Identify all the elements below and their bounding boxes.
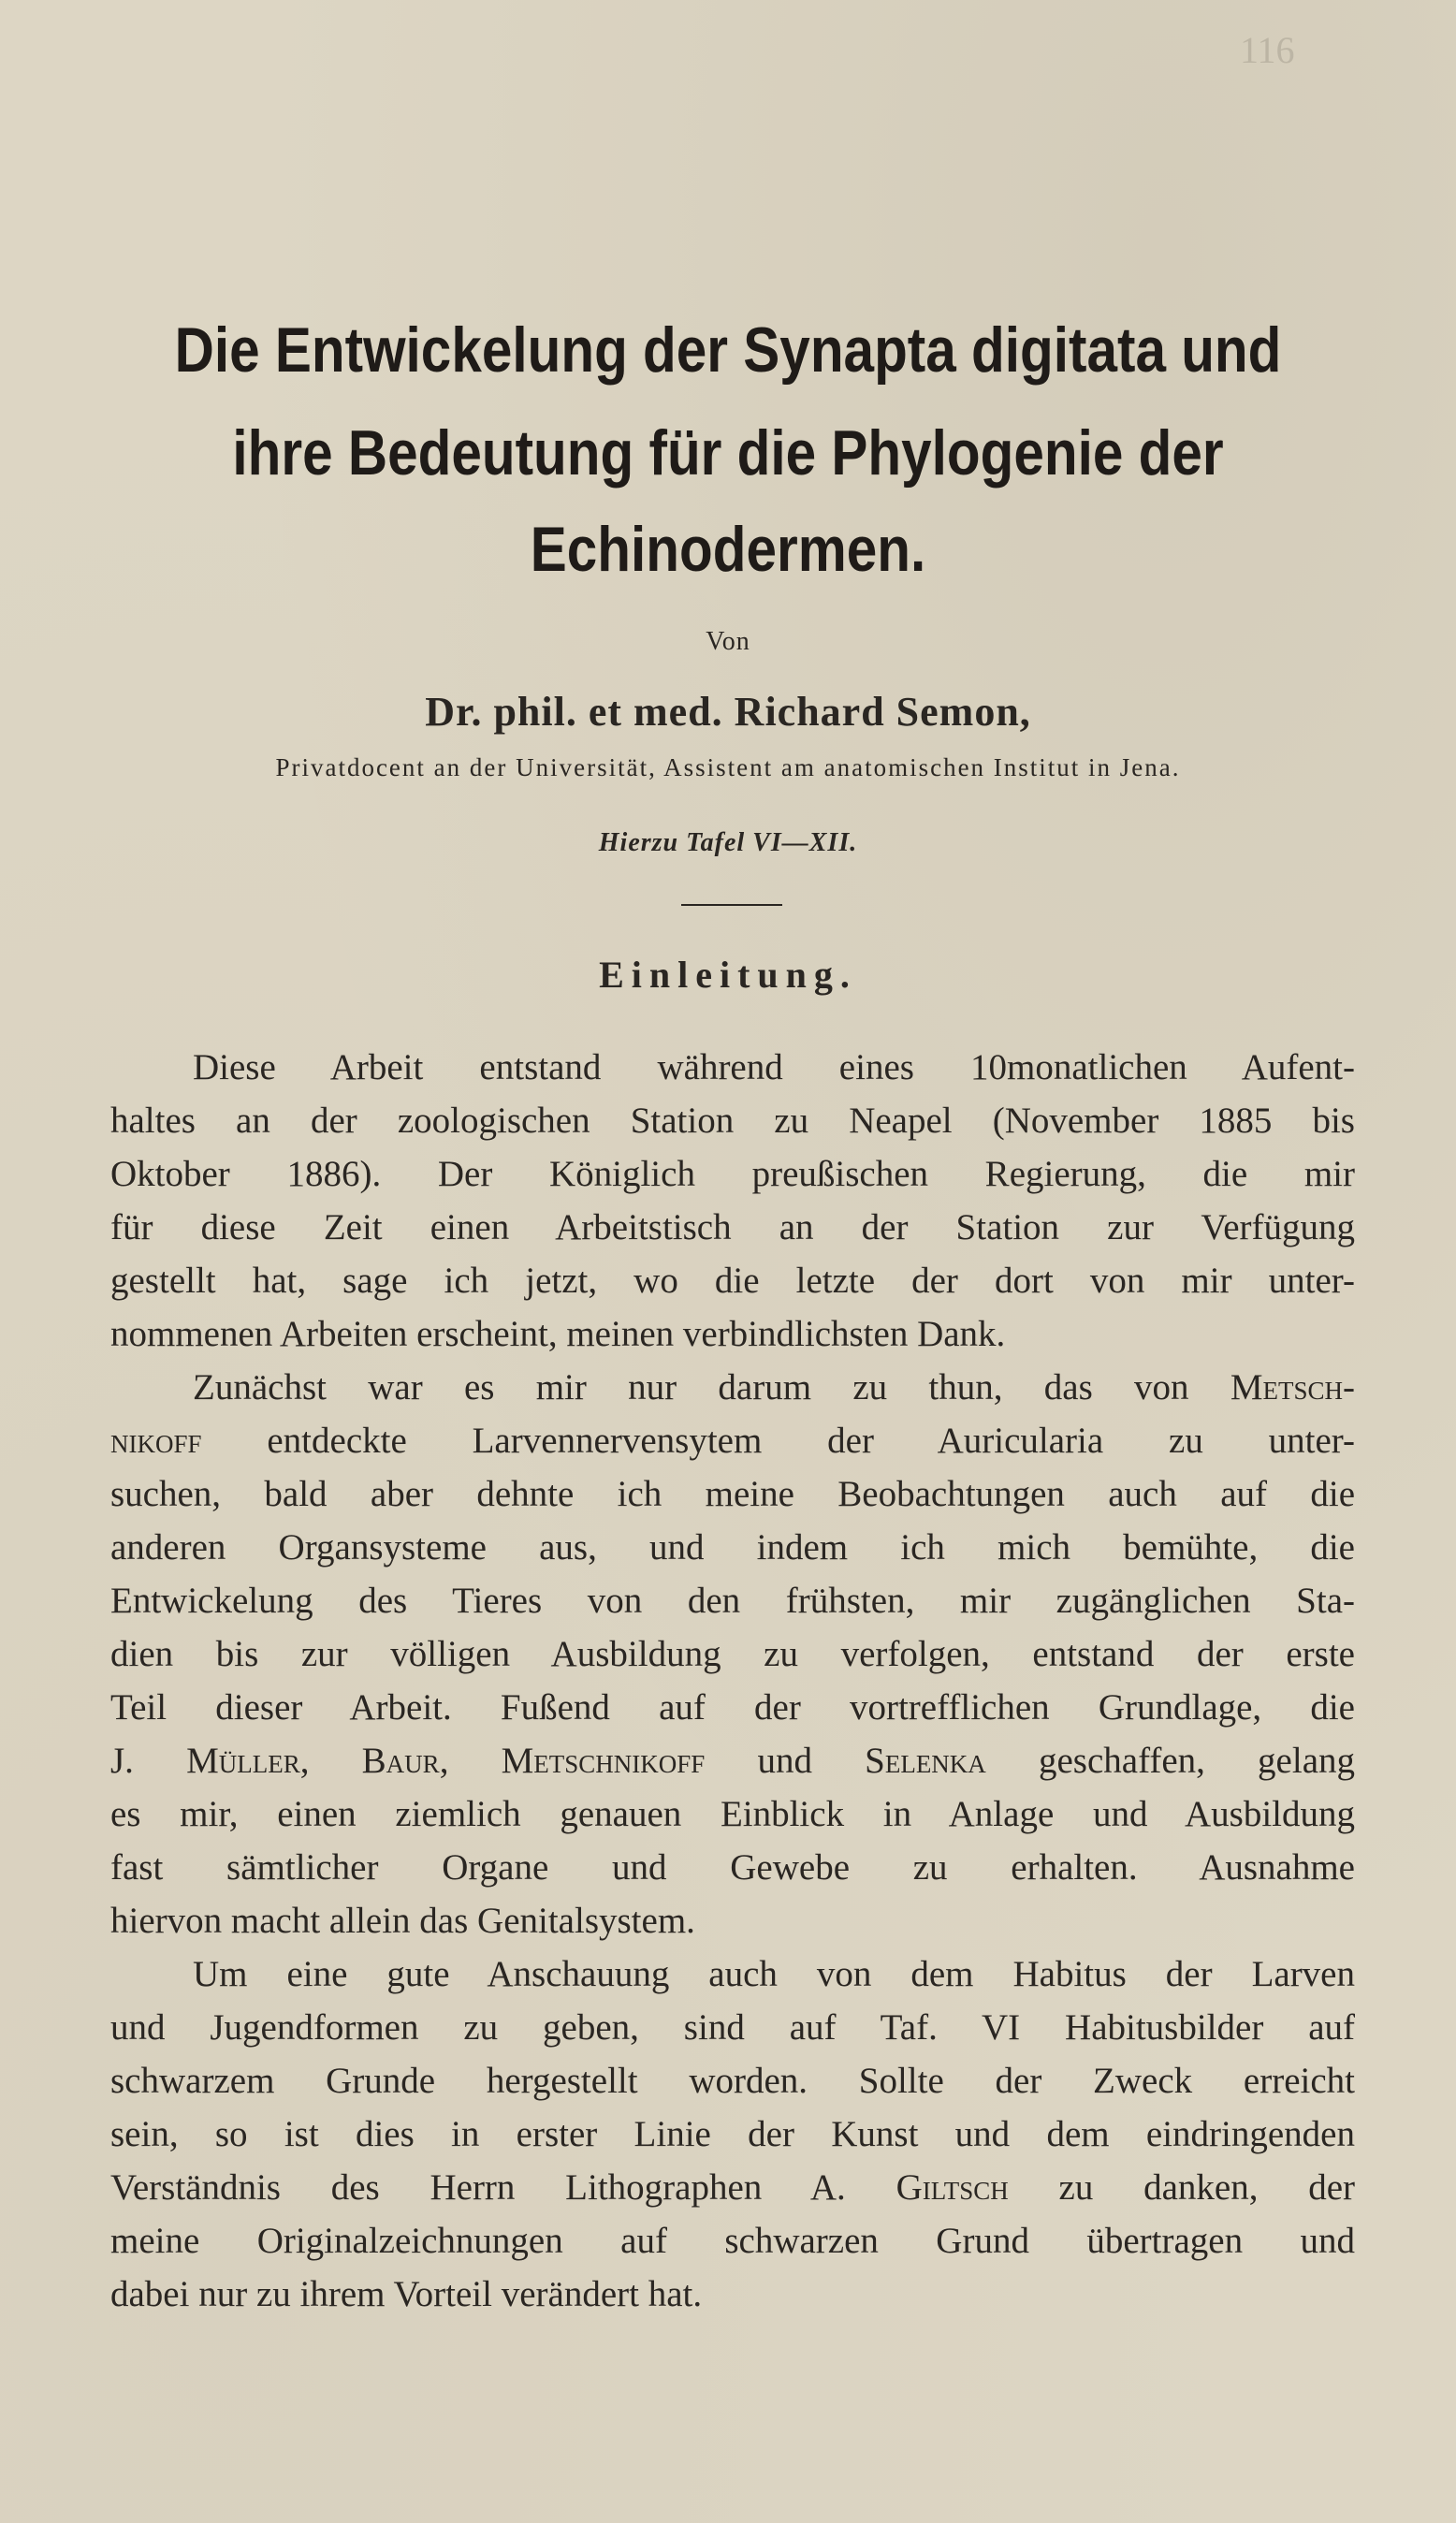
p3-line-4: sein, so ist dies in erster Linie der Kunst und dem eindringenden	[110, 2114, 1355, 2154]
separator-rule	[681, 904, 782, 906]
author-ref-giltsch: Giltsch	[895, 2167, 1009, 2208]
p3-line-5-pre: Verständnis des Herrn Lithographen A.	[110, 2167, 896, 2208]
p2-line-10: fast sämtlicher Organe und Gewebe zu erhalten. Ausnahme	[110, 1847, 1355, 1888]
p3-line-7: dabei nur zu ihrem Vorteil verändert hat.	[110, 2274, 703, 2314]
author-ref-metschnikoff: Metschnikoff	[501, 1741, 706, 1781]
p1-line-5: gestellt hat, sage ich jetzt, wo die letzte der dort von mir unter-	[110, 1261, 1355, 1301]
p3-line-2: und Jugendformen zu geben, sind auf Taf. VI Habitusbilder auf	[110, 2007, 1355, 2048]
page-number: 116	[1240, 29, 1295, 71]
p3-line-3: schwarzem Grunde hergestellt worden. Sollte der Zweck erreicht	[110, 2061, 1355, 2101]
p2-line-8-mid: und	[705, 1741, 866, 1781]
title-line-1: Die Entwickelung der Synapta digitata und	[174, 314, 1282, 386]
p3-line-1: Um eine gute Anschauung auch von dem Habitus der Larven	[193, 1954, 1355, 1994]
p2-line-6: dien bis zur völligen Ausbildung zu verfolgen, entstand der erste	[110, 1634, 1355, 1674]
p2-line-2	[110, 1414, 1355, 1467]
byline-von: Von	[706, 627, 750, 656]
p1-line-2: haltes an der zoologischen Station zu Neapel (November 1885 bis	[110, 1101, 1355, 1141]
author-ref-metschnikoff-part1: Metsch-	[1230, 1367, 1355, 1407]
p2-line-8-sep1: ,	[299, 1741, 362, 1781]
author-affiliation: Privatdocent an der Universität, Assistent am anatomischen Institut in Jena.	[275, 753, 1181, 781]
plates-note: Hierzu Tafel VI—XII.	[598, 828, 858, 857]
p1-line-3: Oktober 1886). Der Königlich preußischen Regierung, die mir	[110, 1154, 1355, 1194]
title-line-3: Echinodermen.	[530, 514, 926, 585]
p2-line-5: Entwickelung des Tieres von den frühsten, mir zugänglichen Sta-	[110, 1581, 1355, 1621]
p2-line-8-sep2: ,	[439, 1741, 502, 1781]
p2-line-9: es mir, einen ziemlich genauen Einblick in Anlage und Ausbildung	[110, 1794, 1355, 1834]
p2-line-3: suchen, bald aber dehnte ich meine Beobachtungen auch auf die	[110, 1474, 1355, 1514]
p3-line-6: meine Originalzeichnungen auf schwarzen Grund übertragen und	[110, 2221, 1355, 2261]
p2-line-11: hiervon macht allein das Genitalsystem.	[110, 1901, 695, 1941]
p2-line-4: anderen Organsysteme aus, und indem ich mich bemühte, die	[110, 1527, 1355, 1568]
p2-line-8-post: geschaffen, gelang	[985, 1741, 1355, 1781]
p2-line-8-pre: J.	[110, 1741, 187, 1781]
p2-line-1	[110, 1361, 1355, 1414]
body-text	[110, 1041, 1355, 2321]
section-heading: Einleitung.	[599, 954, 857, 996]
author-ref-metschnikoff-part2: nikoff	[110, 1421, 202, 1461]
author-ref-mueller: Müller	[186, 1741, 300, 1781]
p1-line-6: nommenen Arbeiten erscheint, meinen verbindlichsten Dank.	[110, 1314, 1006, 1354]
p2-line-2-text: entdeckte Larvennervensytem der Auricularia zu unter-	[201, 1421, 1355, 1461]
p3-line-5	[110, 2161, 1355, 2214]
p2-line-1-text: Zunächst war es mir nur darum zu thun, das von	[193, 1367, 1230, 1407]
author-ref-selenka: Selenka	[865, 1741, 986, 1781]
p1-line-1: Diese Arbeit entstand während eines 10monatlichen Aufent-	[193, 1047, 1355, 1087]
p1-line-4: für diese Zeit einen Arbeitstisch an der Station zur Verfügung	[110, 1207, 1355, 1247]
author-name: Dr. phil. et med. Richard Semon,	[425, 689, 1031, 735]
p2-line-8	[110, 1734, 1355, 1787]
author-ref-baur: Baur	[361, 1741, 440, 1781]
p3-line-5-post: zu danken, der	[1008, 2167, 1355, 2208]
title-line-2: ihre Bedeutung für die Phylogenie der	[232, 417, 1224, 489]
p2-line-7: Teil dieser Arbeit. Fußend auf der vortrefflichen Grundlage, die	[110, 1687, 1355, 1728]
